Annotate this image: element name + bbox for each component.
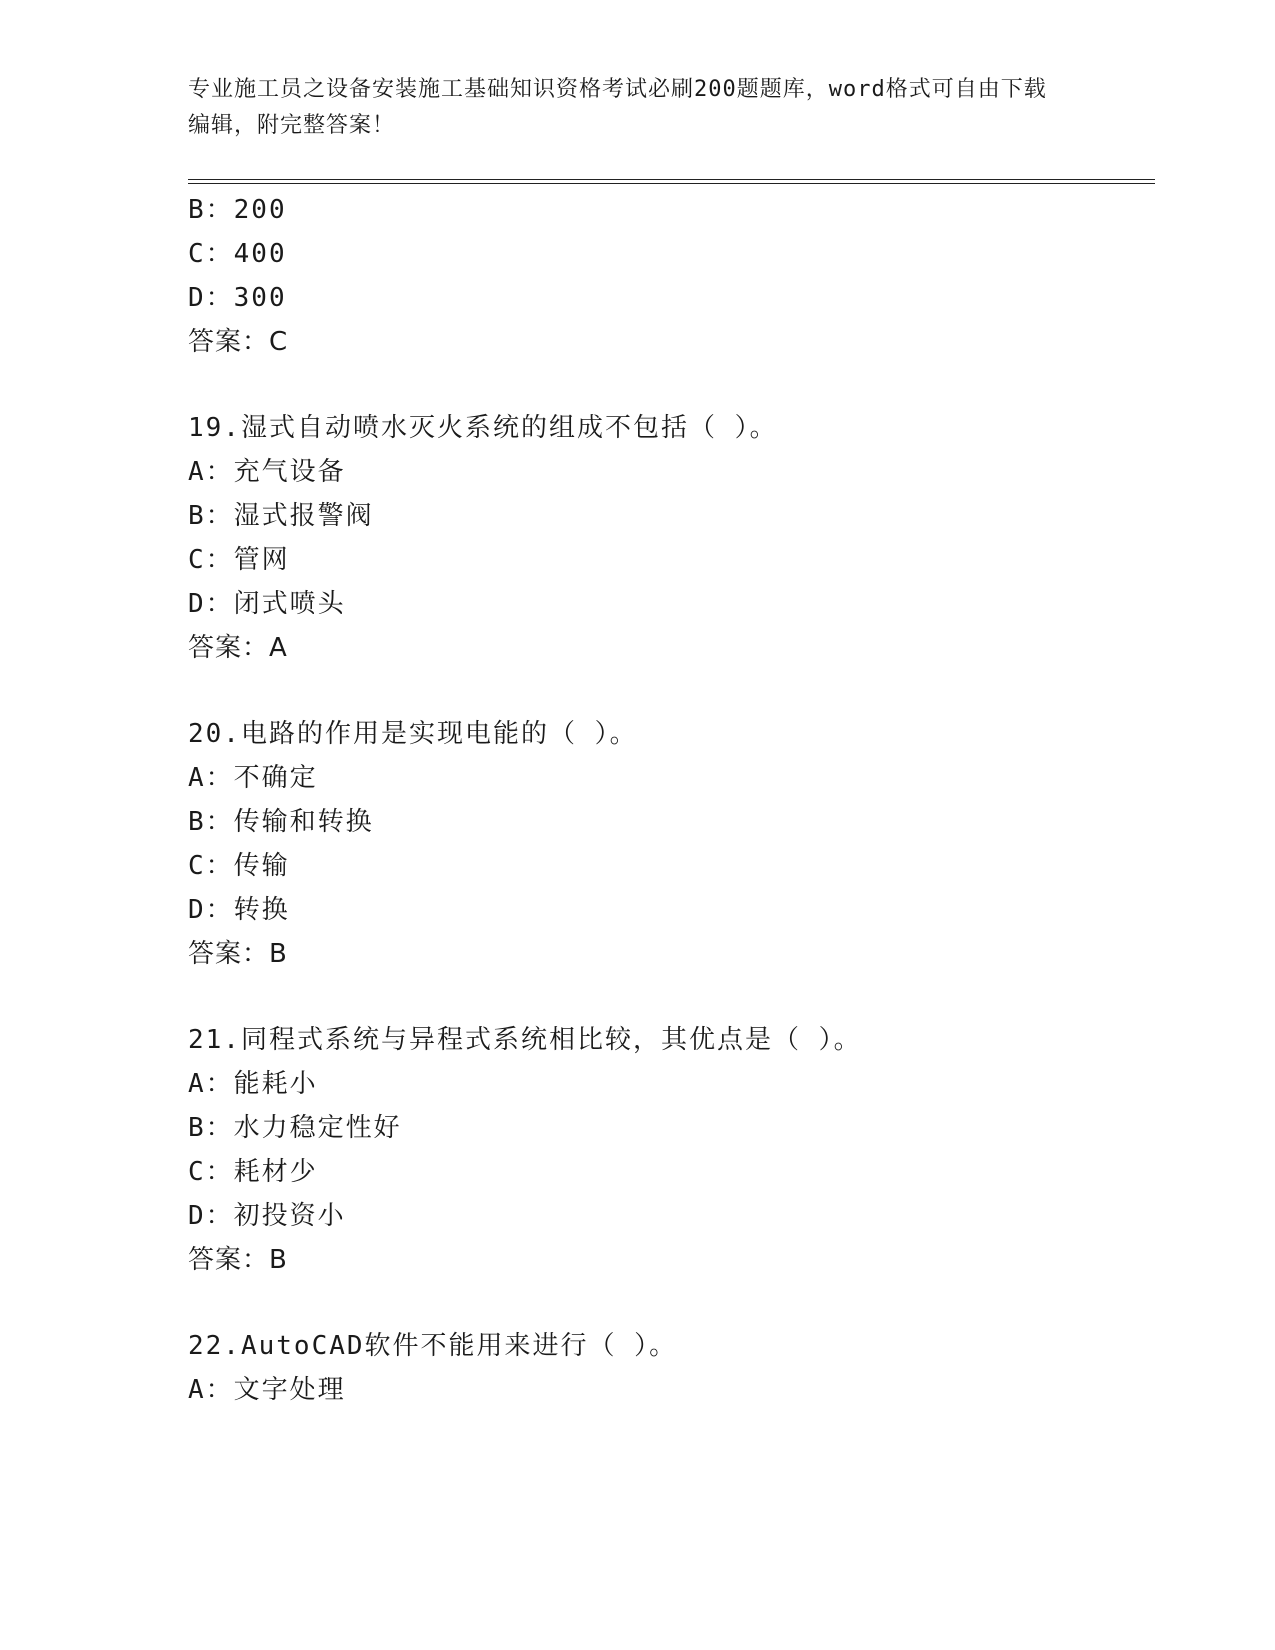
q20-option-c: C：传输 <box>188 851 290 881</box>
header-divider-top <box>188 179 1155 180</box>
q18-option-c: C：400 <box>188 239 287 269</box>
q19-answer: 答案：A <box>188 633 288 663</box>
q20-answer: 答案：B <box>188 939 288 969</box>
q19-stem: 19.湿式自动喷水灭火系统的组成不包括（ ）。 <box>188 413 778 443</box>
header-divider-bottom <box>188 183 1155 184</box>
q21-answer: 答案：B <box>188 1245 288 1275</box>
q22-stem: 22.AutoCAD软件不能用来进行（ ）。 <box>188 1331 678 1361</box>
q20-option-b: B：传输和转换 <box>188 807 374 837</box>
q19-option-d: D：闭式喷头 <box>188 589 346 619</box>
q20-option-d: D：转换 <box>188 895 290 925</box>
q19-option-c: C：管网 <box>188 545 290 575</box>
q18-option-d: D：300 <box>188 283 287 313</box>
q21-option-d: D：初投资小 <box>188 1201 346 1231</box>
q21-stem: 21.同程式系统与异程式系统相比较，其优点是（ ）。 <box>188 1025 862 1055</box>
q21-option-c: C：耗材少 <box>188 1157 318 1187</box>
q19-option-b: B：湿式报警阀 <box>188 501 374 531</box>
q18-answer: 答案：C <box>188 327 289 357</box>
q19-option-a: A：充气设备 <box>188 457 346 487</box>
q21-option-a: A：能耗小 <box>188 1069 318 1099</box>
q20-stem: 20.电路的作用是实现电能的（ ）。 <box>188 719 638 749</box>
q21-option-b: B：水力稳定性好 <box>188 1113 402 1143</box>
q20-option-a: A：不确定 <box>188 763 318 793</box>
document-header: 专业施工员之设备安装施工基础知识资格考试必刷200题题库，word格式可自由下载编辑，附完整答案！ <box>188 77 1047 138</box>
q18-option-b: B：200 <box>188 195 287 225</box>
q22-option-a: A：文字处理 <box>188 1375 346 1405</box>
